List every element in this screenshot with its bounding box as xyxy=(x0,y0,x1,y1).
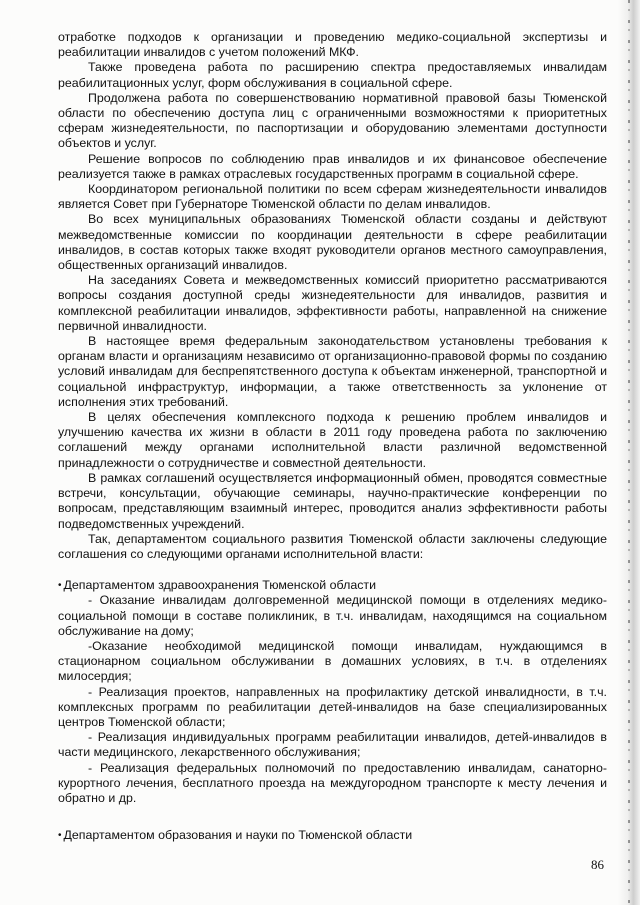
paragraph: В рамках соглашений осуществляется информационный обмен, проводятся совместные встречи, консультации, обучающие семинары, научно-практические конференции по вопросам, представляющим взаимный интерес, проводится анализ эффективности работы подведомственных учреждений. xyxy=(58,470,607,531)
list-item: -Оказание необходимой медицинской помощи инвалидам, нуждающимся в стационарном социальном обслуживании в домашних условиях, в т.ч. в отделениях милосердия; xyxy=(58,638,607,684)
paragraph: В целях обеспечения комплексного подхода к решению проблем инвалидов и улучшению качества их жизни в области в 2011 году проведена работа по заключению соглашений между органами исполнительной власти различной ведомственной принадлежности о сотрудничестве и совместной деятельности. xyxy=(58,410,607,470)
list-item: - Реализация федеральных полномочий по предоставлению инвалидам, санаторно-курортного лечения, бесплатного проезда на междугородном транспорте к месту лечения и обратно и др. xyxy=(58,760,607,805)
list-item: - Оказание инвалидам долговременной медицинской помощи в отделениях медико-социальной помощи в составе поликлиник, в т.ч. инвалидам, находящимся на социальном обслуживание на дому; xyxy=(58,593,607,638)
department-heading-text: Департаментом образования и науки по Тюменской области xyxy=(63,828,413,843)
paragraph: Также проведена работа по расширению спектра предоставляемых инвалидам реабилитационных услуг, форм обслуживания в социальной сфере. xyxy=(58,60,607,90)
paragraph: В настоящее время федеральным законодательством установлены требования к органам власти и организациям независимо от организационно-правовой формы по созданию условий инвалидам для беспрепятственного доступа к объектам инженерной, транспортной и социальной инфраструктур, информации, а также ответственность за уклонение от исполнения этих требований. xyxy=(58,334,607,409)
paragraph: Решение вопросов по соблюдению прав инвалидов и их финансовое обеспечение реализуется также в рамках отраслевых государственных программ в социальной сфере. xyxy=(58,151,607,181)
paragraph: Во всех муниципальных образованиях Тюменской области созданы и действуют межведомственные комиссии по координации деятельности в сфере реабилитации инвалидов, в состав которых также входят руководители органов местного самоуправления, общественных организаций инвалидов. xyxy=(58,212,607,273)
department-heading-text: Департаментом здравоохранения Тюменской области xyxy=(63,578,377,593)
paragraph: Продолжена работа по совершенствованию нормативной правовой базы Тюменской области по обеспечению доступа лиц с ограниченными возможностями к приоритетных сферам жизнедеятельности, по паспортизации и оборудованию элементами доступности объектов и услуг. xyxy=(58,90,607,151)
department-heading xyxy=(58,828,607,843)
bullet-icon: • xyxy=(58,830,62,842)
page-number: 86 xyxy=(591,857,604,872)
paragraph: Так, департаментом социального развития Тюменской области заключены следующие соглашения со следующими органами исполнительной власти: xyxy=(58,531,607,561)
paragraph: На заседаниях Совета и межведомственных комиссий приоритетно рассматриваются вопросы создания доступной среды жизнедеятельности для инвалидов, развития и комплексной реабилитации инвалидов, эффективности работы, направленной на снижение первичной инвалидности. xyxy=(58,273,607,333)
paragraph: Координатором региональной политики по всем сферам жизнедеятельности инвалидов является Совет при Губернаторе Тюменской области по делам инвалидов. xyxy=(58,182,607,212)
list-item: - Реализация индивидуальных программ реабилитации инвалидов, детей-инвалидов в части медицинского, лекарственного обслуживания; xyxy=(58,730,607,760)
bullet-icon: • xyxy=(58,580,62,592)
document-body xyxy=(58,30,607,843)
scan-edge-artifact xyxy=(618,0,640,905)
list-item: - Реализация проектов, направленных на профилактику детской инвалидности, в т.ч. комплексных программ по реабилитации детей-инвалидов на базе специализированных центров Тюменской области; xyxy=(58,684,607,729)
paragraph-continued: отработке подходов к организации и проведению медико-социальной экспертизы и реабилитации инвалидов с учетом положений МКФ. xyxy=(58,30,607,60)
department-heading xyxy=(58,578,607,593)
